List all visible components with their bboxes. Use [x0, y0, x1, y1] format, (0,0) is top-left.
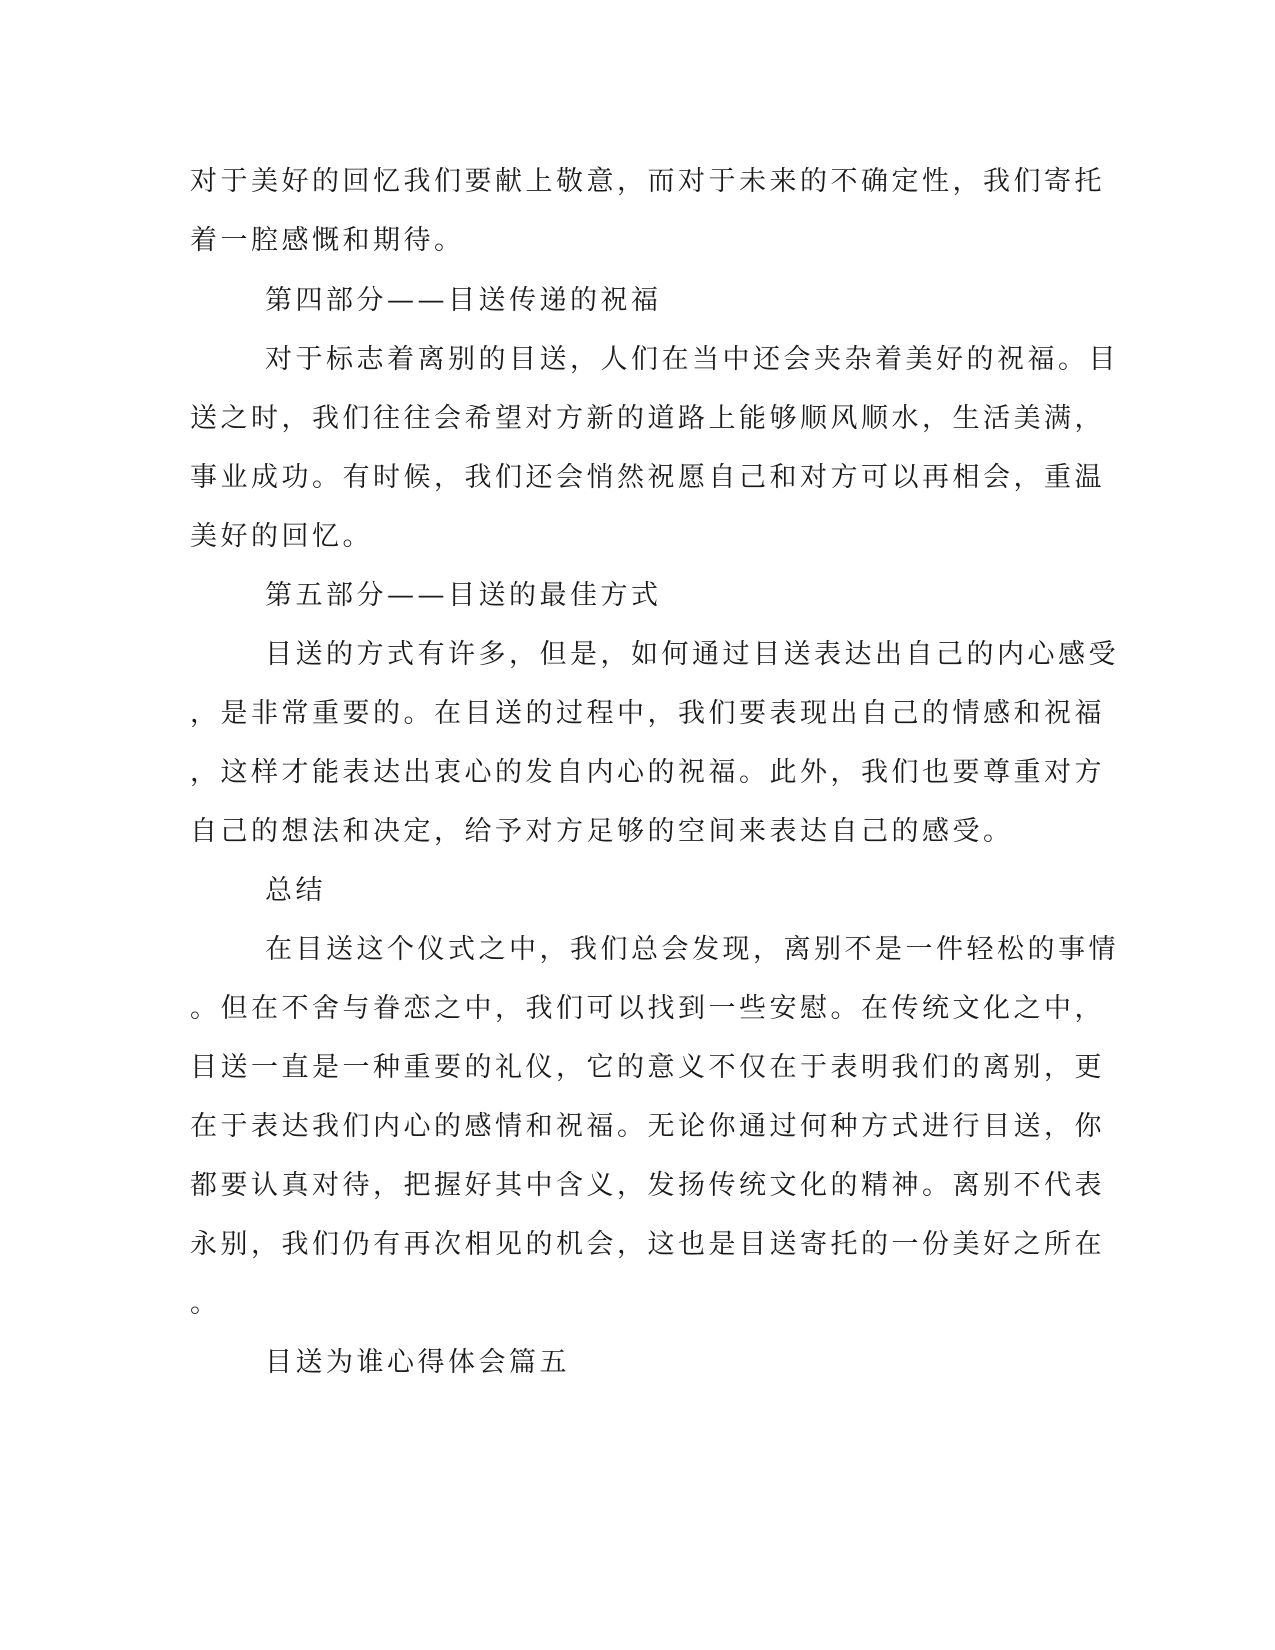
section-heading-part-four: 第四部分——目送传递的祝福 — [265, 285, 662, 316]
paragraph-line: 。 — [190, 1288, 221, 1319]
paragraph-line: 目送一直是一种重要的礼仪，它的意义不仅在于表明我们的离别，更 — [190, 1052, 1105, 1083]
paragraph-line: 永别，我们仍有再次相见的机会，这也是目送寄托的一份美好之所在 — [190, 1229, 1105, 1260]
paragraph-line: ，这样才能表达出衷心的发自内心的祝福。此外，我们也要尊重对方 — [190, 757, 1105, 788]
paragraph-line: 都要认真对待，把握好其中含义，发扬传统文化的精神。离别不代表 — [190, 1170, 1105, 1201]
paragraph-line: 事业成功。有时候，我们还会悄然祝愿自己和对方可以再相会，重温 — [190, 462, 1105, 493]
paragraph-line: 目送的方式有许多，但是，如何通过目送表达出自己的内心感受 — [265, 639, 1119, 670]
paragraph-line: 送之时，我们往往会希望对方新的道路上能够顺风顺水，生活美满， — [190, 403, 1105, 434]
paragraph-line: 自己的想法和决定，给予对方足够的空间来表达自己的感受。 — [190, 816, 1014, 847]
section-heading-next: 目送为谁心得体会篇五 — [265, 1347, 570, 1378]
paragraph-line: 在目送这个仪式之中，我们总会发现，离别不是一件轻松的事情 — [265, 934, 1119, 965]
paragraph-line: 在于表达我们内心的感情和祝福。无论你通过何种方式进行目送，你 — [190, 1111, 1105, 1142]
section-heading-part-five: 第五部分——目送的最佳方式 — [265, 580, 662, 611]
paragraph-line: 对于标志着离别的目送，人们在当中还会夹杂着美好的祝福。目 — [265, 344, 1119, 375]
paragraph-line: 对于美好的回忆我们要献上敬意，而对于未来的不确定性，我们寄托 — [190, 166, 1105, 197]
paragraph-line: 着一腔感慨和期待。 — [190, 225, 465, 256]
paragraph-line: ，是非常重要的。在目送的过程中，我们要表现出自己的情感和祝福 — [190, 698, 1105, 729]
section-heading-summary: 总结 — [265, 875, 326, 906]
paragraph-line: 。但在不舍与眷恋之中，我们可以找到一些安慰。在传统文化之中， — [190, 993, 1105, 1024]
paragraph-line: 美好的回忆。 — [190, 521, 373, 552]
